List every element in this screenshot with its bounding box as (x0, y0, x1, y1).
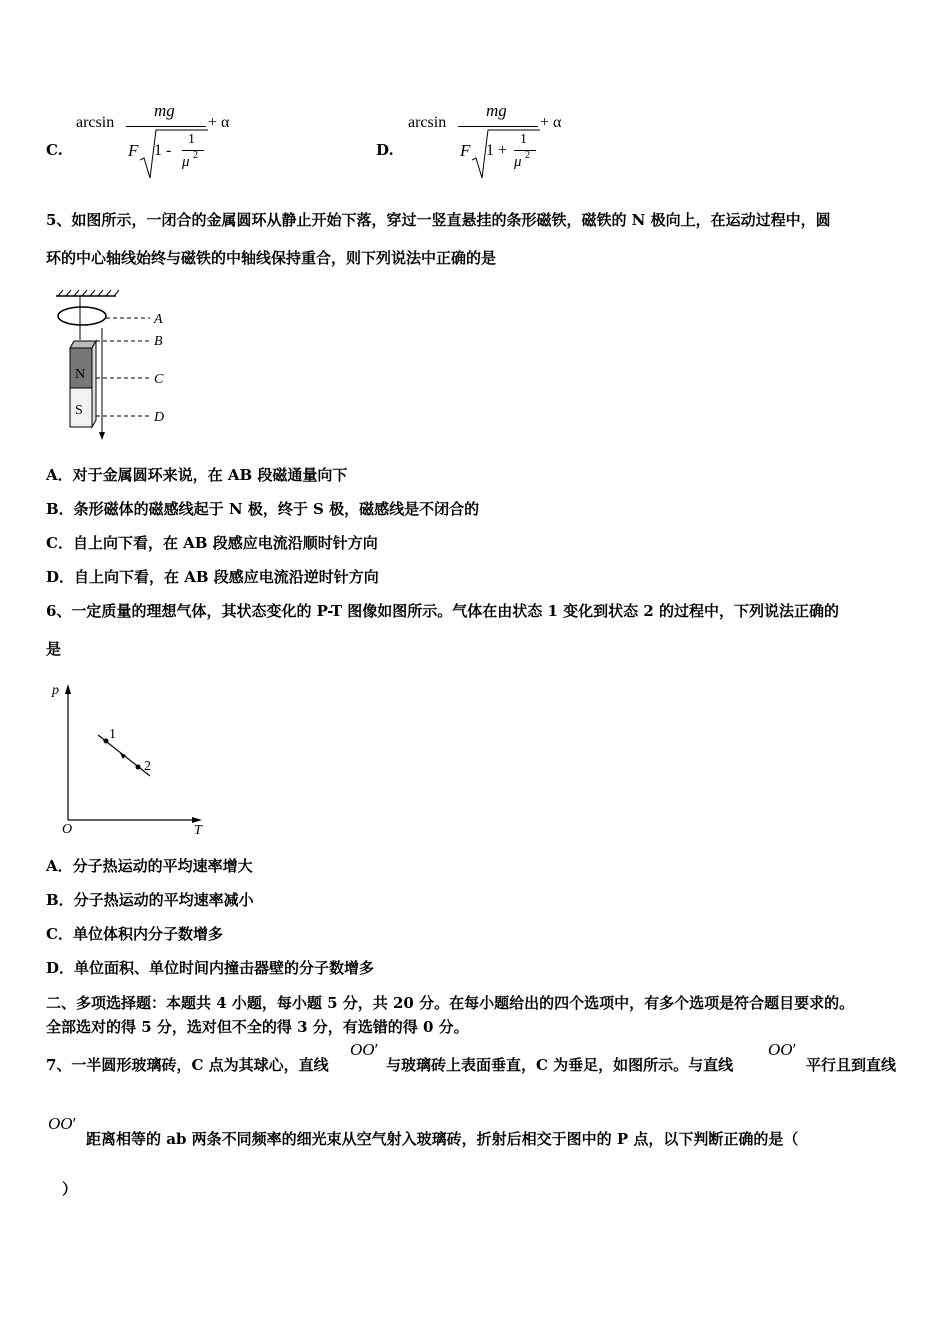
q7-close-paren: ） (62, 1180, 78, 1198)
ceiling-hatch (58, 290, 119, 296)
option-d-formula (408, 96, 578, 186)
magnet-side-face (92, 341, 96, 427)
q7-stem-part2: 与玻璃砖上表面垂直，C 为垂足，如图所示。与直线 (386, 1056, 734, 1074)
option-c-label: C. (46, 141, 63, 159)
state-1-point (104, 739, 109, 744)
q5-option-a: A．对于金属圆环来说，在 AB 段磁通量向下 (46, 466, 348, 484)
state-1-label: 1 (109, 727, 116, 742)
label-b: B (154, 334, 163, 349)
q6-pt-graph (46, 678, 216, 838)
q6-option-d: D．单位面积、单位时间内撞击器壁的分子数增多 (46, 959, 375, 977)
q6-option-b: B．分子热运动的平均速率减小 (46, 891, 254, 909)
arcsin-text: arcsin (408, 114, 447, 131)
q6-option-c: C．单位体积内分子数增多 (46, 925, 223, 943)
q7-stem-part1: 7、一半圆形玻璃砖，C 点为其球心，直线 (46, 1056, 329, 1074)
state-2-label: 2 (144, 759, 151, 774)
pole-n-label: N (75, 367, 86, 382)
numerator-mg: mg (154, 101, 175, 120)
q5-stem-line2: 环的中心轴线始终与磁铁的中轴线保持重合，则下列说法中正确的是 (46, 249, 497, 267)
plus-alpha: + α (208, 114, 230, 131)
mu-symbol: μ (182, 154, 190, 170)
q7-oo-line-3: OO′ (48, 1114, 77, 1133)
q5-magnet-figure (46, 288, 176, 442)
p-axis-arrow (65, 684, 71, 694)
q6-option-a: A．分子热运动的平均速率增大 (46, 857, 253, 875)
q6-stem-line1: 6、一定质量的理想气体，其状态变化的 P-T 图像如图所示。气体在由状态 1 变化到状态 2 的过程中，下列说法正确的 (46, 602, 840, 620)
denominator-f: F (128, 141, 139, 160)
origin-label: O (62, 822, 73, 837)
state-2-point (136, 765, 141, 770)
label-c: C (154, 372, 164, 387)
q7-stem-line2: 距离相等的 ab 两条不同频率的细光束从空气射入玻璃砖，折射后相交于图中的 P 点，以下判断正确的是（ (86, 1130, 799, 1148)
q5-option-c: C．自上向下看，在 AB 段感应电流沿顺时针方向 (46, 534, 378, 552)
mu-exponent: 2 (525, 150, 530, 161)
position-markers (96, 318, 150, 416)
section2-heading-line1: 二、多项选择题：本题共 4 小题，每小题 5 分，共 20 分。在每小题给出的四个选项中，有多个选项是符合题目要求的。 (46, 994, 855, 1012)
plus-alpha: + α (540, 114, 562, 131)
pole-s-label: S (75, 403, 83, 418)
fraction-bar (126, 126, 206, 127)
mu-exponent: 2 (193, 150, 198, 161)
option-d-label: D. (376, 141, 394, 159)
q5-stem-line1: 5、如图所示，一闭合的金属圆环从静止开始下落，穿过一竖直悬挂的条形磁铁，磁铁的 N 极向上，在运动过程中，圆 (46, 211, 831, 229)
inner-one: 1 (520, 132, 527, 147)
q6-stem-line2: 是 (46, 640, 62, 658)
denominator-f: F (460, 141, 471, 160)
section2-heading-line2: 全部选对的得 5 分，选对但不全的得 3 分，有选错的得 0 分。 (46, 1018, 469, 1036)
label-d: D (154, 410, 165, 425)
numerator-mg: mg (486, 101, 507, 120)
q7-oo-line-2: OO′ (768, 1040, 797, 1059)
t-axis-label: T (194, 823, 202, 838)
q5-option-d: D．自上向下看，在 AB 段感应电流沿逆时针方向 (46, 568, 379, 586)
fraction-bar (458, 126, 538, 127)
one-minus-text: 1 - (154, 142, 172, 159)
arcsin-text: arcsin (76, 114, 115, 131)
process-arrow (120, 753, 126, 759)
metal-ring (58, 307, 106, 325)
option-c-formula (76, 96, 246, 186)
q7-stem-part3: 平行且到直线 (806, 1056, 897, 1074)
one-plus-text: 1 + (486, 142, 508, 159)
q7-oo-line-1: OO′ (350, 1040, 379, 1059)
inner-one: 1 (188, 132, 195, 147)
mu-symbol: μ (514, 154, 522, 170)
p-axis-label: p (52, 683, 59, 698)
label-a: A (154, 312, 163, 327)
radical-sign (140, 128, 210, 180)
motion-arrowhead (99, 432, 105, 440)
q5-option-b: B．条形磁体的磁感线起于 N 极，终于 S 极，磁感线是不闭合的 (46, 500, 480, 518)
